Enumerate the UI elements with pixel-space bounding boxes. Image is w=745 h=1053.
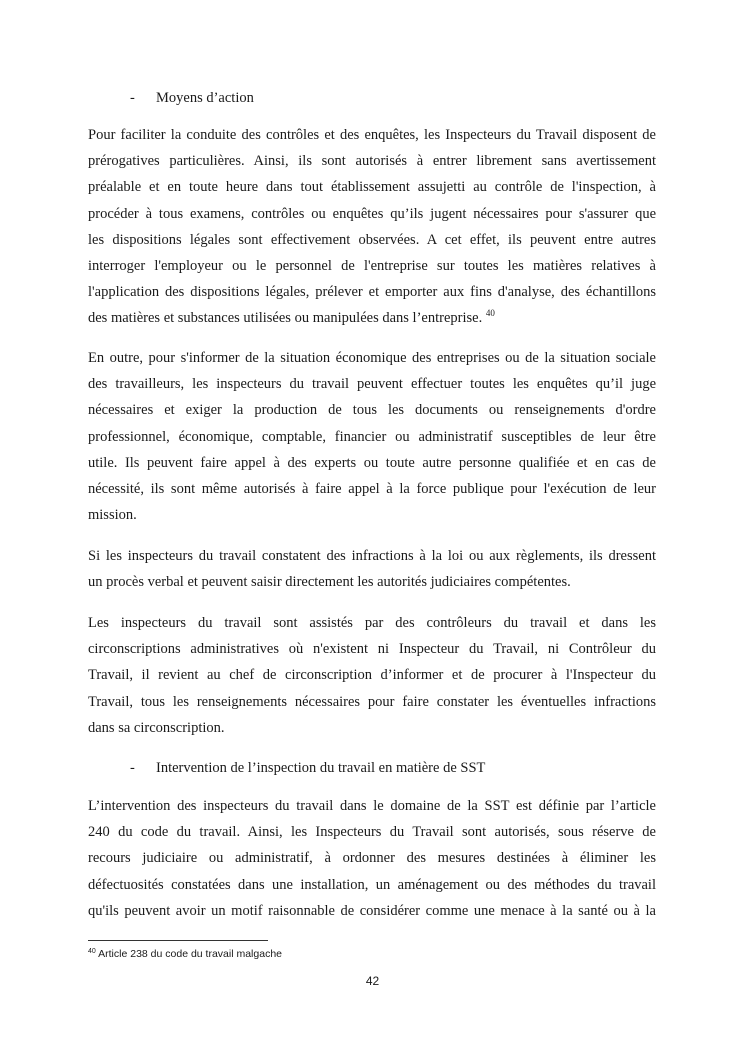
page-number: 42 [365,974,380,988]
text-line: nécessaires et exiger la production de tous les documents ou renseignements d'ordre [88,402,656,419]
heading-text: Intervention de l’inspection du travail en matière de SST [156,760,486,776]
text-line: préalable et en toute heure dans tout établissement assujetti au contrôle de l'inspection, à [88,179,656,196]
text-line: Si les inspecteurs du travail constatent des infractions à la loi ou aux règlements, ils dressent [88,548,656,564]
text-line: interroger l'employeur ou le personnel de l'entreprise sur toutes les matières relatives à [88,257,656,274]
text-line: un procès verbal et peuvent saisir directement les autorités judiciaires compétentes. [88,574,571,591]
section-heading-intervention-sst [130,758,485,778]
footnote-reference[interactable]: 40 [485,308,495,319]
text-line: prérogatives particulières. Ainsi, ils sont autorisés à entrer librement sans avertissement [88,153,656,170]
text-line: professionnel, économique, comptable, financier ou administratif susceptibles de leur être [88,428,656,445]
text-line [88,305,656,331]
paragraph-intervention [88,793,656,924]
text-line: procéder à tous examens, contrôles ou enquêtes qu’ils jugent nécessaires pour s'assurer que [88,205,656,222]
text-line: Travail, tous les renseignements nécessaires pour faire constater les éventuelles infractions [88,693,656,710]
footnote-text: Article 238 du code du travail malgache [98,948,282,960]
paragraph-situation-economique [88,345,656,528]
text-line: circonscriptions administratives où n'existent ni Inspecteur du Travail, ni Contrôleur du [88,641,656,658]
bullet-dash: - [130,760,135,776]
text-line: Travail, il revient au chef de circonscription d’informer et de procurer à l'Inspecteur du [88,667,656,684]
text-line: Les inspecteurs du travail sont assistés par des contrôleurs du travail et dans les [88,615,656,631]
text-line: L’intervention des inspecteurs du travail dans le domaine de la SST est définie par l’article [88,798,656,814]
text-line: des travailleurs, les inspecteurs du travail peuvent effectuer toutes les enquêtes qu’il juge [88,376,656,393]
text-line: dans sa circonscription. [88,719,225,736]
text-line: utile. Ils peuvent faire appel à des experts ou toute autre personne qualifiée et en cas de [88,454,656,471]
text-line: Pour faciliter la conduite des contrôles et des enquêtes, les Inspecteurs du Travail disposent de [88,127,656,143]
footnote-separator [88,940,268,941]
text-line: défectuosités constatées dans une installation, un aménagement ou des méthodes du travail [88,876,656,893]
text-line: mission. [88,507,137,524]
text-line: 240 du code du travail. Ainsi, les Inspecteurs du Travail sont autorisés, sous réserve de [88,824,656,841]
text-line: En outre, pour s'informer de la situation économique des entreprises ou de la situation sociale [88,350,656,366]
bullet-dash: - [130,90,135,106]
text-line-content: des matières et substances utilisées ou manipulées dans l’entreprise. [88,310,483,327]
text-line: les dispositions légales sont effectivement observées. A cet effet, ils peuvent entre autres [88,231,656,248]
footnote [88,947,282,961]
text-line: l'application des dispositions légales, prélever et emporter aux fins d'analyse, des échantillons [88,284,656,301]
paragraph-controleurs [88,610,656,741]
section-heading-moyens-action [130,88,254,108]
text-line: recours judiciaire ou administratif, à ordonner des mesures destinées à éliminer les [88,850,656,867]
footnote-number: 40 [88,948,96,955]
heading-text: Moyens d’action [156,90,254,106]
paragraph-infractions [88,543,656,595]
text-line: nécessité, ils sont même autorisés à faire appel à la force publique pour l'exécution de leur [88,480,656,497]
text-line: qu'ils peuvent avoir un motif raisonnable de considérer comme une menace à la santé ou à la [88,902,656,919]
paragraph-prerogatives [88,122,656,332]
